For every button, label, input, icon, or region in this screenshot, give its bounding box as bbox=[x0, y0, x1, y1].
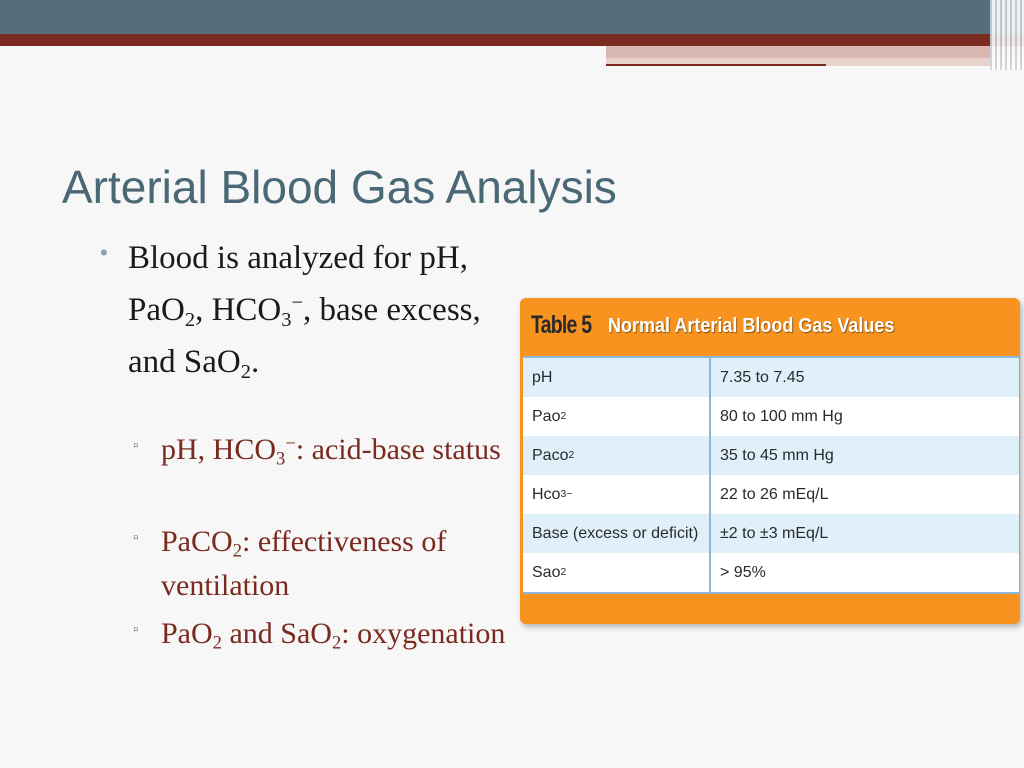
sub-bullet-acid-base: pH, $HCO_3^-$: acid-base status bbox=[161, 432, 501, 470]
normal-abg-values-table bbox=[520, 298, 1020, 624]
table-row bbox=[523, 514, 1019, 553]
table-row bbox=[523, 475, 1019, 514]
table-row bbox=[523, 553, 1019, 594]
table-cell-value: ±2 to ±3 mEq/L bbox=[720, 524, 829, 542]
table-cell-value: 35 to 45 mm Hg bbox=[720, 446, 834, 464]
header-accent-bar bbox=[606, 46, 1024, 58]
table-row bbox=[523, 356, 1019, 397]
table-cell-parameter: Paco 2 bbox=[523, 436, 711, 475]
table-body bbox=[523, 356, 1019, 594]
table-cell-parameter: Base (excess or deficit) bbox=[523, 514, 711, 553]
sub-bullet-square-icon: ▫ bbox=[133, 529, 139, 546]
table-header bbox=[520, 298, 1020, 356]
header-accent-thin-line bbox=[606, 64, 826, 66]
table-cell-value: > 95% bbox=[720, 563, 766, 581]
main-bullet-text: Blood is analyzed for pH, PaO$_2$, $HCO_3^-$, base excess, and SaO$_2$. bbox=[128, 240, 481, 384]
table-cell-value: 22 to 26 mEq/L bbox=[720, 485, 829, 503]
sub-bullet-ventilation: PaCO$_2$: effectiveness of ventilation bbox=[161, 525, 447, 602]
table-row bbox=[523, 397, 1019, 436]
sub-bullet-square-icon: ▫ bbox=[133, 621, 139, 638]
table-cell-parameter: Pao 2 bbox=[523, 397, 711, 436]
table-cell-parameter: pH bbox=[523, 358, 711, 397]
sub-bullet-oxygenation: PaO$_2$ and SaO$_2$: oxygenation bbox=[161, 617, 506, 654]
sub-bullet-square-icon: ▫ bbox=[133, 437, 139, 454]
table-caption: Normal Arterial Blood Gas Values bbox=[608, 315, 895, 337]
header-accent-line bbox=[0, 34, 1024, 46]
header-stripes bbox=[990, 0, 1024, 70]
table-cell-parameter: Hco 3 − bbox=[523, 475, 711, 514]
bullet-dot-icon: • bbox=[100, 240, 108, 265]
table-cell-value: 7.35 to 7.45 bbox=[720, 368, 805, 386]
table-row bbox=[523, 436, 1019, 475]
slide-title: Arterial Blood Gas Analysis bbox=[62, 161, 617, 213]
table-number-label: Table 5 bbox=[531, 311, 592, 339]
table-cell-value: 80 to 100 mm Hg bbox=[720, 407, 843, 425]
table-cell-parameter: Sao 2 bbox=[523, 553, 711, 592]
header-band bbox=[0, 0, 1024, 34]
